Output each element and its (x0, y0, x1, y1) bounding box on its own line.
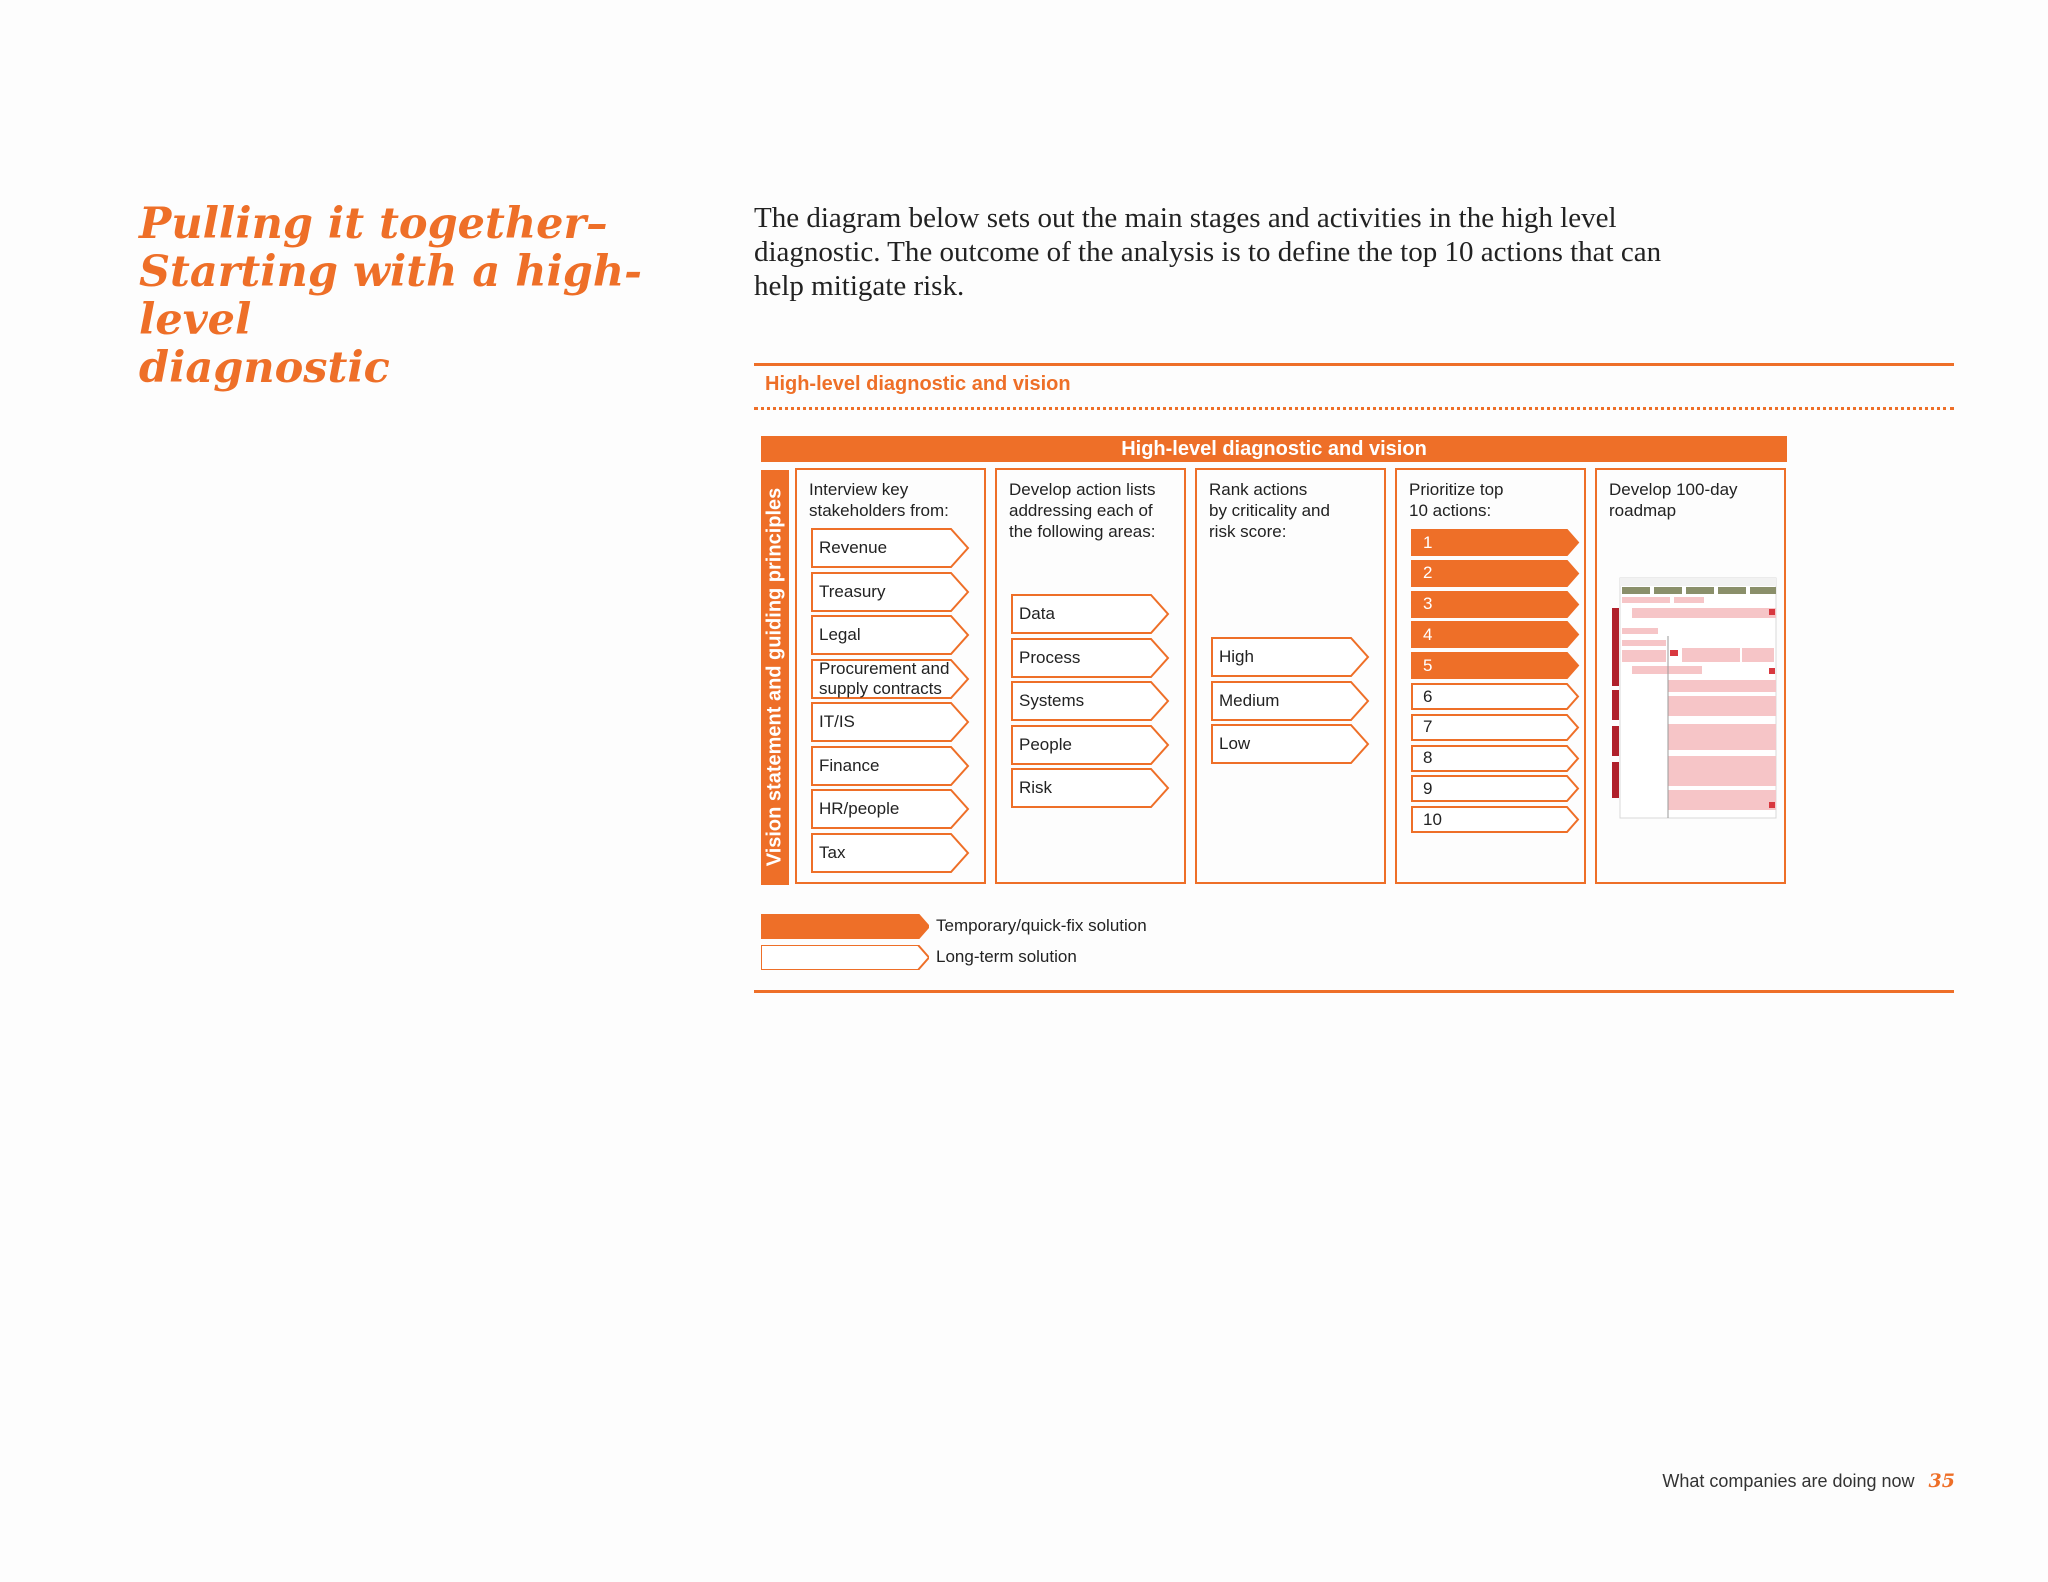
priority-chevron-label: 7 (1423, 717, 1433, 737)
area-chevron (1012, 769, 1168, 807)
rank-chevron-label: High (1219, 647, 1254, 666)
stakeholder-chevron-label: Tax (819, 842, 846, 862)
column-heading-line: Interview key (809, 480, 909, 499)
area-chevron-label: People (1019, 734, 1072, 754)
area-chevron (1012, 726, 1168, 764)
column-interview-heading (809, 479, 949, 521)
page-footer (1662, 1470, 1955, 1492)
column-rank-heading (1209, 479, 1330, 542)
stakeholder-chevron (812, 790, 968, 828)
priority-chevron-label: 2 (1423, 563, 1433, 583)
priority-chevron-label: 6 (1423, 686, 1433, 706)
bottom-rule (754, 990, 1954, 993)
stakeholder-chevron-label: IT/IS (819, 712, 855, 731)
priority-chevron-label: 10 (1423, 809, 1442, 829)
priority-chevron (1412, 592, 1578, 617)
area-chevron-label: Process (1019, 647, 1081, 667)
priority-chevron (1412, 561, 1578, 586)
column-heading-line: Develop 100-day (1609, 480, 1738, 499)
vision-sidebar-label: Vision statement and guiding principles (763, 487, 786, 867)
legend-swatch-long-term (761, 945, 929, 970)
roadmap-thumbnail (1612, 576, 1778, 826)
priority-chevron (1412, 530, 1578, 555)
area-chevron (1012, 639, 1168, 677)
area-chevron-label: Risk (1019, 778, 1053, 797)
area-chevron (1012, 595, 1168, 633)
area-chevron-label: Data (1019, 604, 1055, 623)
priority-chevron-label: 3 (1423, 594, 1433, 614)
priority-chevron (1412, 653, 1578, 678)
priority-chevron (1412, 807, 1578, 832)
priority-chevron (1412, 776, 1578, 801)
area-chevron-label: Systems (1019, 691, 1085, 710)
priority-chevron (1412, 746, 1578, 771)
diagram-banner: High-level diagnostic and vision (761, 436, 1787, 462)
column-heading-line: addressing each of (1009, 501, 1153, 520)
chevron-shape (761, 914, 929, 939)
column-heading-line: Develop action lists (1009, 480, 1156, 499)
column-heading-line: Rank actions (1209, 480, 1308, 499)
priority-chevron-label: 9 (1423, 778, 1433, 798)
column-heading-line: Prioritize top (1409, 480, 1504, 499)
heading-line-3: diagnostic (139, 343, 390, 393)
column-heading-line: risk score: (1209, 522, 1287, 541)
stakeholder-chevron-label: Procurement and supply contracts (819, 658, 950, 698)
priority-chevron (1412, 684, 1578, 709)
heading-line-1: Pulling it together– (139, 199, 608, 249)
priority-chevron-label: 4 (1423, 624, 1433, 644)
heading-line-2: Starting with a high-level (139, 247, 642, 345)
stakeholder-chevron-label: Legal (819, 625, 861, 644)
stakeholder-chevron (812, 660, 968, 698)
page-heading (139, 200, 739, 392)
rank-chevron-label: Medium (1219, 690, 1280, 710)
column-heading-line: stakeholders from: (809, 501, 949, 520)
top-rule (754, 363, 1954, 366)
stakeholder-chevron (812, 529, 968, 567)
column-heading-line: 10 actions: (1409, 501, 1492, 520)
rank-chevron (1212, 725, 1368, 763)
legend-label-long-term: Long-term solution (936, 947, 1077, 966)
page-number: 35 (1928, 1470, 1955, 1492)
chevron-shape (761, 945, 929, 970)
rank-chevron (1212, 682, 1368, 720)
vision-sidebar (761, 470, 789, 885)
footer-text: What companies are doing now (1662, 1471, 1915, 1491)
stakeholder-chevron-label: Finance (819, 755, 880, 775)
priority-chevron-label: 1 (1423, 532, 1433, 552)
rank-chevron (1212, 638, 1368, 676)
priority-chevron (1412, 715, 1578, 740)
rank-chevron-label: Low (1219, 734, 1251, 753)
stakeholder-chevron (812, 573, 968, 611)
priority-chevron (1412, 622, 1578, 647)
priority-chevron-label: 5 (1423, 655, 1433, 675)
legend-swatch-temporary (761, 914, 929, 939)
column-heading-line: by criticality and (1209, 501, 1330, 520)
column-heading-line: roadmap (1609, 501, 1677, 520)
stakeholder-chevron (812, 703, 968, 741)
column-roadmap-heading (1609, 479, 1738, 521)
stakeholder-chevron-label: HR/people (819, 799, 900, 818)
column-heading-line: the following areas: (1009, 522, 1156, 541)
stakeholder-chevron-label: Revenue (819, 538, 888, 557)
intro-paragraph: The diagram below sets out the main stages and activities in the high level diagnostic. The outcome of the analysis is to define the top 10 actions that can help mitigate risk. (754, 202, 1662, 302)
stakeholder-chevron-label: Treasury (819, 581, 886, 601)
area-chevron (1012, 682, 1168, 720)
priority-chevron-label: 8 (1423, 748, 1433, 768)
stakeholder-chevron (812, 616, 968, 654)
stakeholder-chevron (812, 834, 968, 872)
column-action-lists-heading (1009, 479, 1155, 542)
dotted-rule (754, 407, 1954, 410)
stakeholder-chevron (812, 747, 968, 785)
legend-label-temporary: Temporary/quick-fix solution (936, 916, 1147, 935)
section-label: High-level diagnostic and vision (765, 373, 1071, 395)
column-prioritize-heading (1409, 479, 1503, 521)
